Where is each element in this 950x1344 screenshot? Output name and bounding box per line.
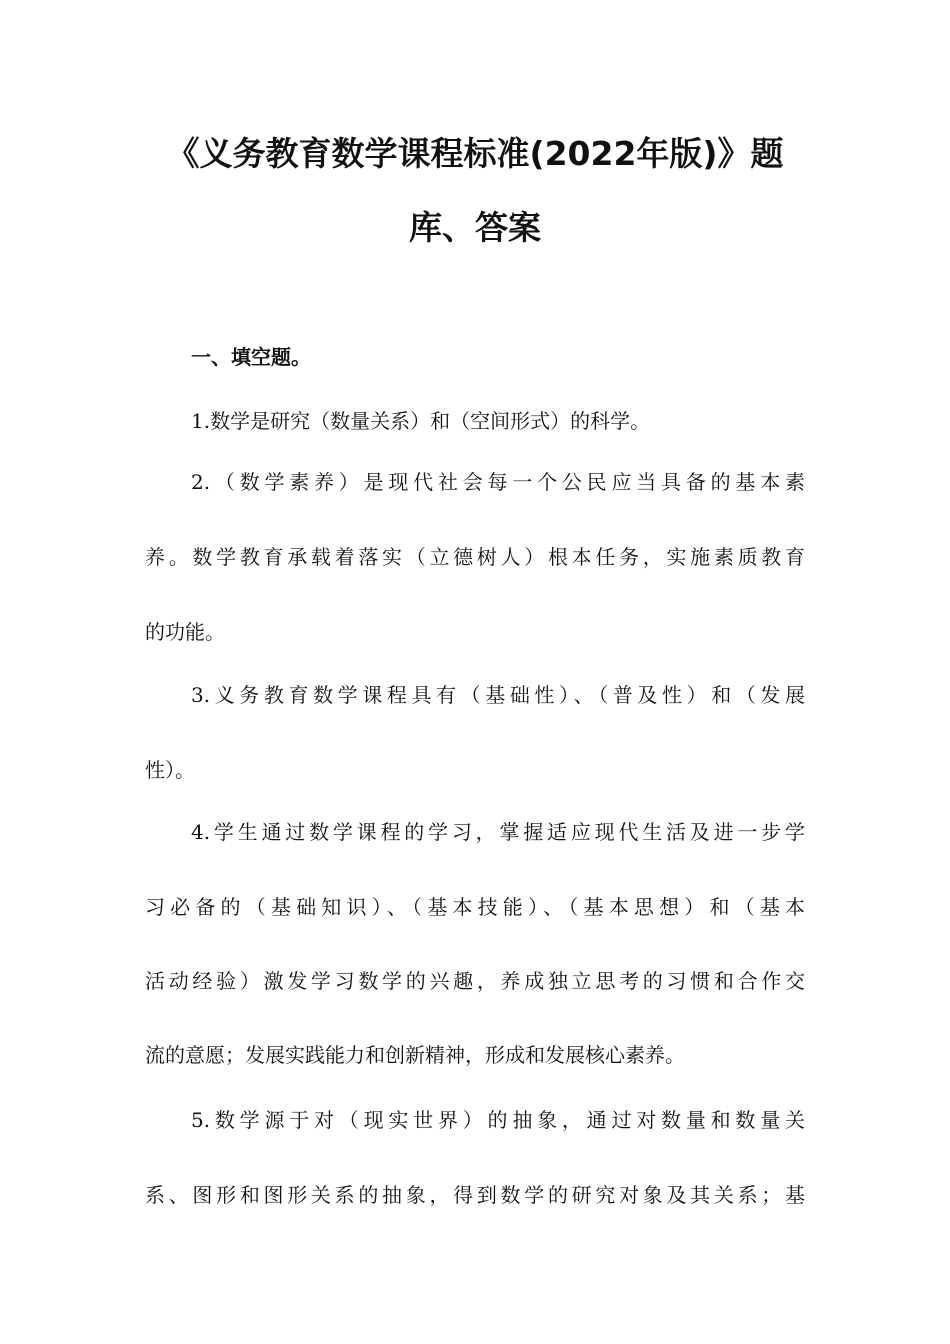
paragraph-line: 性）。 bbox=[145, 758, 195, 782]
paragraph-line: 3.义务教育数学课程具有（基础性）、（普及性）和（发展 bbox=[191, 683, 805, 707]
paragraph-line: 活动经验）激发学习数学的兴趣，养成独立思考的习惯和合作交 bbox=[145, 969, 805, 993]
paragraph-line: 养。数学教育承载着落实（立德树人）根本任务，实施素质教育 bbox=[145, 545, 805, 569]
paragraph-line: 习必备的（基础知识）、（基本技能）、（基本思想）和（基本 bbox=[145, 895, 805, 919]
paragraph-line: 4.学生通过数学课程的学习，掌握适应现代生活及进一步学 bbox=[191, 820, 805, 844]
paragraph-line: 流的意愿；发展实践能力和创新精神，形成和发展核心素养。 bbox=[145, 1043, 685, 1067]
document-title-line-1: 《义务教育数学课程标准(2022年版)》题 bbox=[166, 134, 784, 173]
paragraph-line: 的功能。 bbox=[145, 620, 225, 644]
section-heading: 一、填空题。 bbox=[191, 345, 311, 369]
document-title-line-2: 库、答案 bbox=[409, 208, 541, 247]
paragraph-line: 2.（数学素养）是现代社会每一个公民应当具备的基本素 bbox=[191, 470, 805, 494]
paragraph-line: 1.数学是研究（数量关系）和（空间形式）的科学。 bbox=[191, 409, 651, 433]
paragraph-line: 5.数学源于对（现实世界）的抽象，通过对数量和数量关 bbox=[191, 1108, 805, 1132]
paragraph-line: 系、图形和图形关系的抽象，得到数学的研究对象及其关系；基 bbox=[145, 1183, 805, 1207]
